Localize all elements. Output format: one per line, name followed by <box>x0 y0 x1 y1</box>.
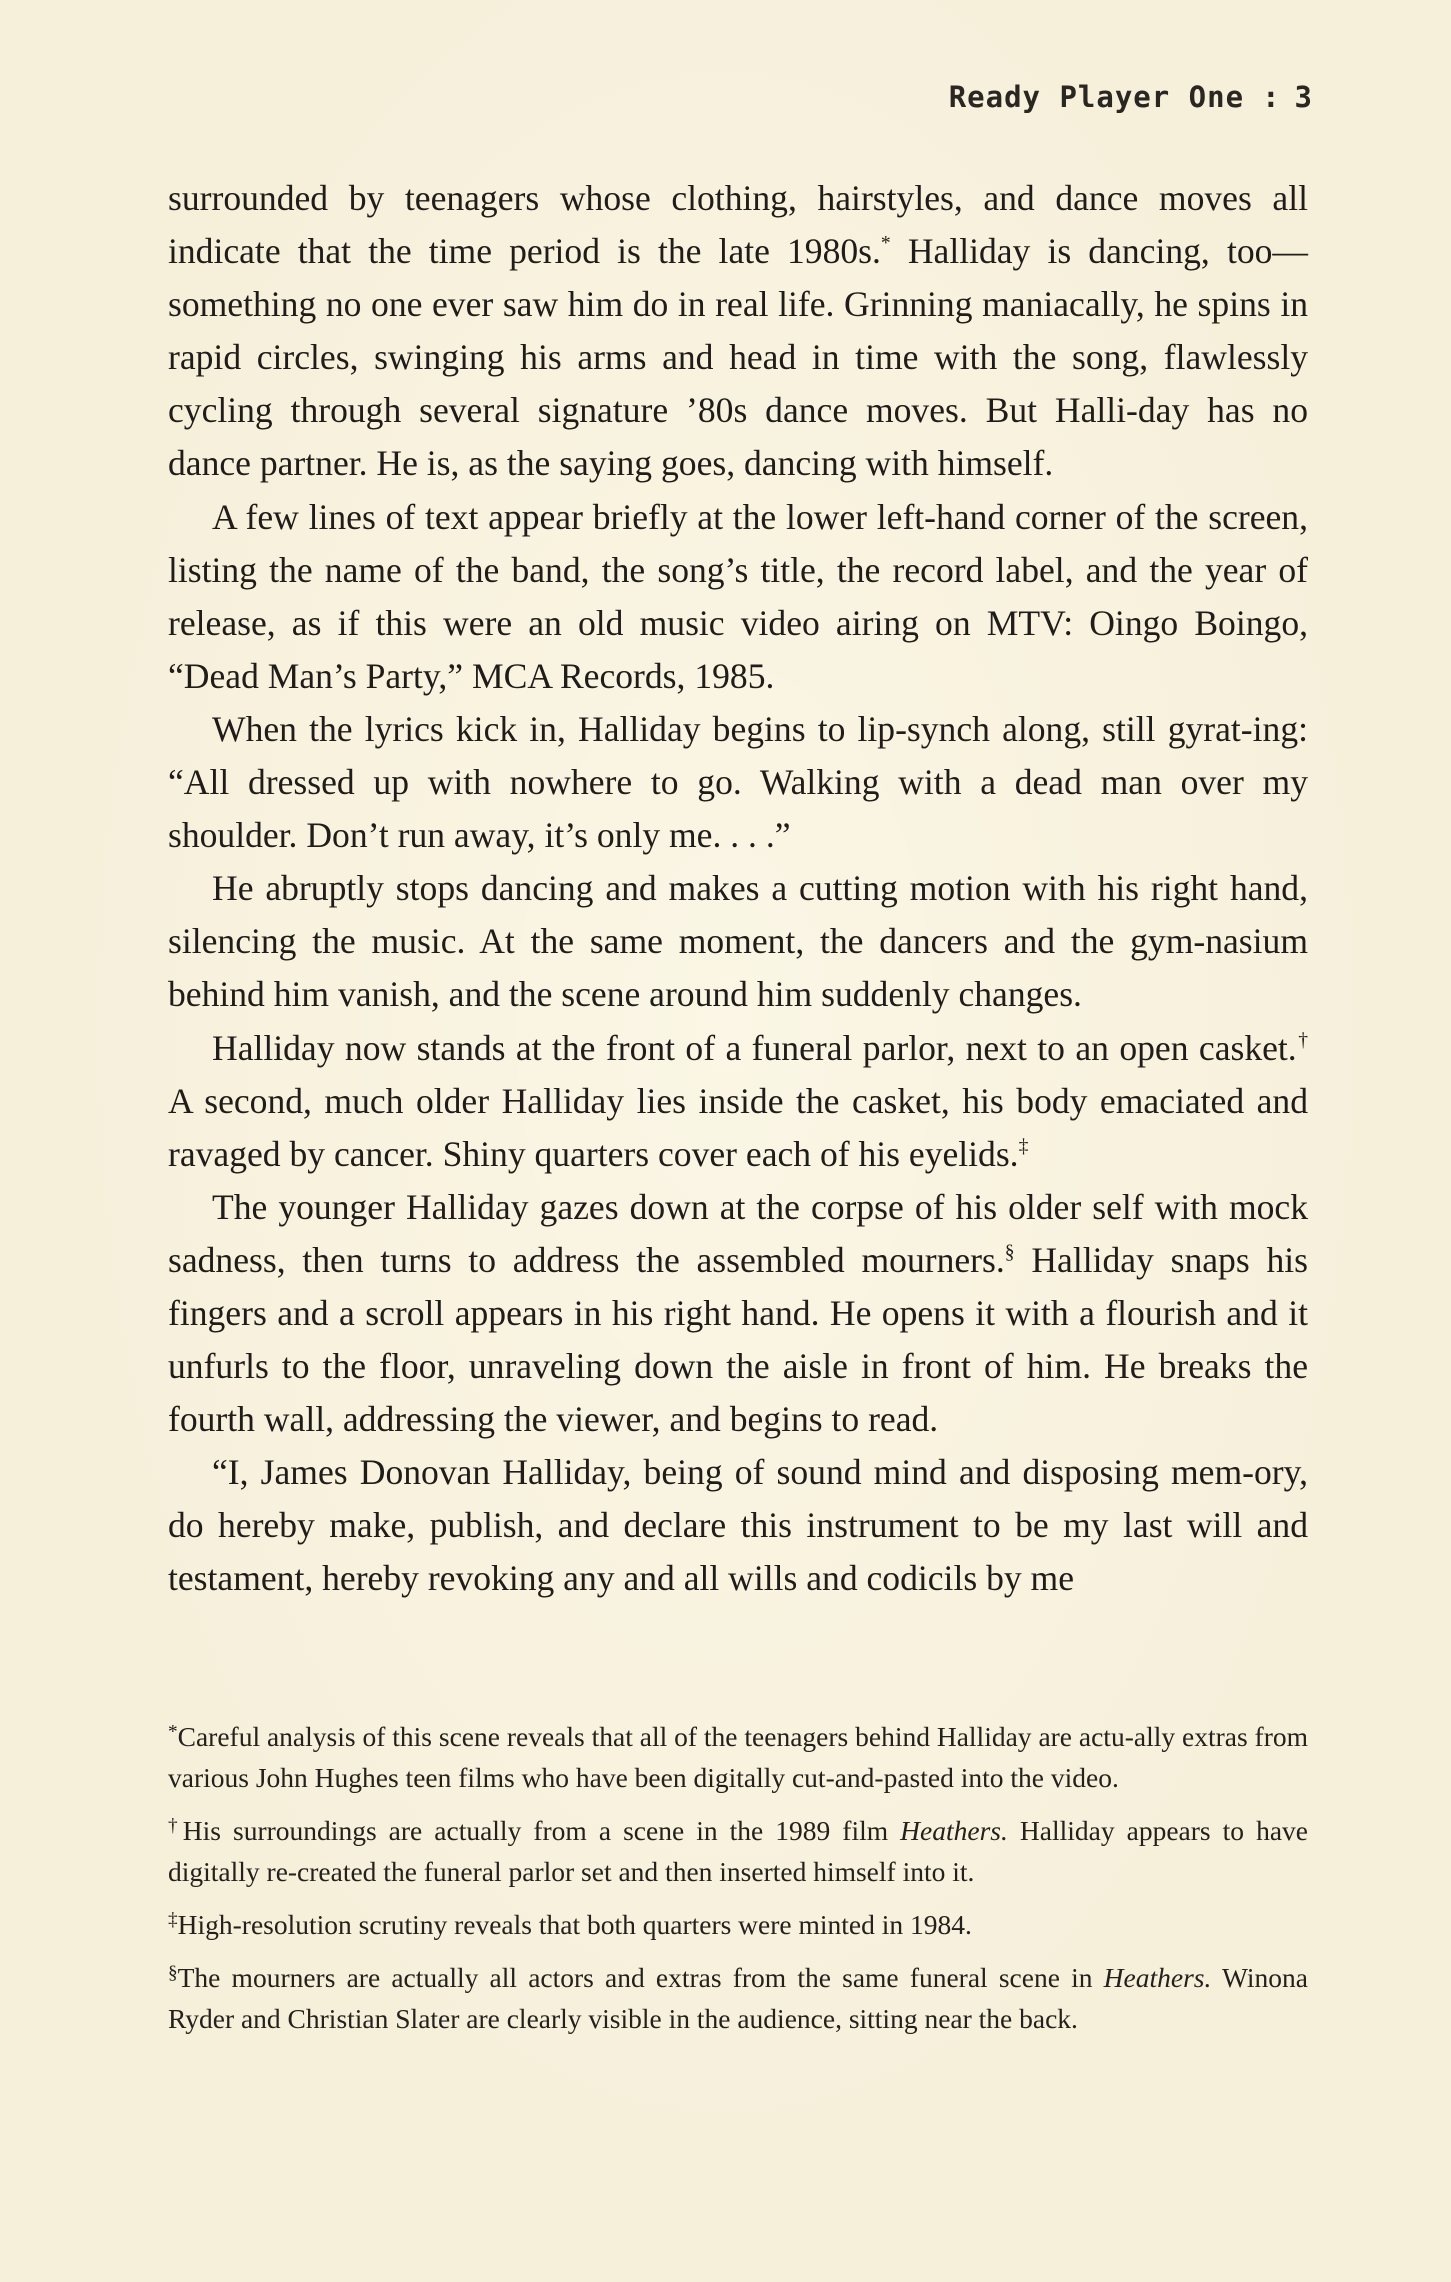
footnote-4-text-a: The mourners are actually all actors and extras from the same funeral scene in <box>177 1962 1104 1993</box>
paragraph-1-text-b: Halliday is dancing, too—something no one ever saw him do in real life. Grinning maniacally, he spins in rapid circles, swinging his arms and head in time with the song, flawlessly cycling through several signature ’80s dance moves. But Halli-day has no dance partner. He is, as the saying goes, dancing with himself. <box>168 231 1308 484</box>
paragraph-4: He abruptly stops dancing and makes a cutting motion with his right hand, silencing the music. At the same moment, the dancers and the gym-nasium behind him vanish, and the scene around him suddenly changes. <box>168 868 1308 1015</box>
footnote-4 <box>168 1957 1308 2039</box>
paragraph-5-text-b: A second, much older Halliday lies inside the casket, his body emaciated and ravaged by cancer. Shiny quarters cover each of his eyelids. <box>168 1080 1308 1174</box>
paragraph-1-text-a: surrounded by teenagers whose clothing, hairstyles, and dance moves all indicate that the time period is the late 1980s. <box>168 178 1308 272</box>
footnote-2-film-title: Heathers. <box>900 1815 1008 1846</box>
paragraph-3: When the lyrics kick in, Halliday begins to lip-synch along, still gyrat-ing: “All dressed up with nowhere to go. Walking with a dead man over my shoulder. Don’t run away, it’s only me. . . .” <box>168 708 1308 856</box>
running-head <box>949 80 1313 114</box>
footnote-4-mark: § <box>168 1962 178 1984</box>
paragraph-2: A few lines of text appear briefly at the lower left-hand corner of the screen, listing the name of the band, the song’s title, the record label, and the year of release, as if this were an old music video airing on MTV: Oingo Boingo, “Dead Man’s Party,” MCA Records, 1985. <box>168 496 1308 696</box>
paragraph-6-text-a: The younger Halliday gazes down at the corpse of his older self with mock sadness, then turns to address the assembled mourners. <box>168 1186 1308 1280</box>
footnote-1-text: Careful analysis of this scene reveals that all of the teenagers behind Halliday are actu-ally extras from various John Hughes teen films who have been digitally cut-and-pasted into the video. <box>168 1721 1308 1793</box>
paragraph-5-text-a: Halliday now stands at the front of a funeral parlor, next to an open casket. <box>212 1027 1297 1068</box>
footnote-2 <box>168 1810 1308 1892</box>
paragraph-6 <box>168 1181 1308 1446</box>
footnote-3-text: High-resolution scrutiny reveals that both quarters were minted in 1984. <box>177 1909 972 1940</box>
footnote-ref-section: § <box>1004 1241 1015 1263</box>
footnote-ref-double-dagger: ‡ <box>1018 1135 1029 1157</box>
footnote-2-mark: † <box>168 1815 183 1837</box>
footnote-ref-dagger: † <box>1296 1029 1308 1051</box>
footnote-2-text-a: His surroundings are actually from a scene in the 1989 film <box>182 1815 901 1846</box>
paragraph-6-text-b: Halliday snaps his fingers and a scroll appears in his right hand. He opens it with a flourish and it unfurls to the floor, unraveling down the aisle in front of him. He breaks the fourth wall, addressing the viewer, and begins to read. <box>168 1239 1308 1440</box>
footnote-1-mark: * <box>168 1721 178 1743</box>
page-number: 3 <box>1294 80 1313 114</box>
body-text <box>168 172 1308 1606</box>
footnote-2-text-b: Halliday appears to have digitally re-created the funeral parlor set and then inserted himself into it. <box>168 1815 1308 1887</box>
paragraph-5 <box>168 1022 1308 1181</box>
footnote-4-film-title: Heathers. <box>1103 1962 1212 1993</box>
paragraph-1 <box>168 172 1308 491</box>
running-head-separator: : <box>1262 80 1281 114</box>
footnote-1 <box>168 1716 1308 1798</box>
paragraph-7: “I, James Donovan Halliday, being of sound mind and disposing mem-ory, do hereby make, publish, and declare this instrument to be my last will and testament, hereby revoking any and all wills and codicils by me <box>168 1452 1308 1599</box>
footnotes <box>168 1716 1308 2051</box>
footnote-4-text-b: Winona Ryder and Christian Slater are clearly visible in the audience, sitting near the back. <box>168 1962 1308 2034</box>
footnote-3 <box>168 1904 1308 1945</box>
running-head-title: Ready Player One <box>948 80 1245 114</box>
footnote-3-mark: ‡ <box>168 1909 178 1931</box>
footnote-ref-asterisk: * <box>880 233 891 254</box>
